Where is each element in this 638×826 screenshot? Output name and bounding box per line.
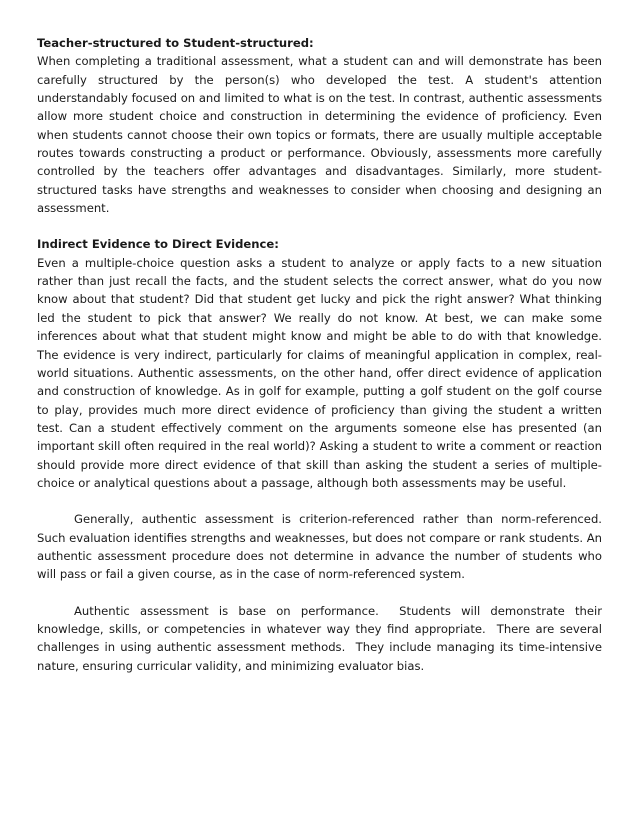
- spacer: [37, 217, 602, 235]
- document-page: [37, 34, 606, 675]
- section-heading-teacher-student: Teacher-structured to Student-structured:: [37, 36, 314, 50]
- spacer: [37, 492, 602, 510]
- section-heading-indirect-direct: Indirect Evidence to Direct Evidence:: [37, 237, 279, 252]
- paragraph-indirect-direct: Even a multiple-choice question asks a student to analyze or apply facts to a new situation rather than just recall the facts, and the student selects the correct answer, what do you now know about that student? Did that student get lucky and pick the right answer? What thinking led the student to pick that answer? We really do not know. At best, we can make some inferences about what that student might know and might be able to do with that knowledge. The evidence is very indirect, particularly for claims of meaningful application in complex, real-world situations. Authentic assessments, on the other hand, offer direct evidence of application and construction of knowledge. As in golf for example, putting a golf student on the golf course to play, provides much more direct evidence of proficiency than giving the student a written test. Can a student effectively comment on the arguments someone else has presented (an important skill often required in the real world)? Asking a student to write a comment or reaction should provide more direct evidence of that skill than asking the student a series of multiple-choice or analytical questions about a passage, although both assessments may be useful.: [37, 255, 602, 490]
- paragraph-criterion-referenced: Generally, authentic assessment is criterion-referenced rather than norm-referenced. Such evaluation identifies strengths and weaknesses, but does not compare or rank students. An authentic assessment procedure does not determine in advance the number of students who will pass or fail a given course, as in the case of norm-referenced system.: [37, 512, 603, 582]
- paragraph-teacher-student: When completing a traditional assessment, what a student can and will demonstrate has been carefully structured by the person(s) who developed the test. A student's attention understandably focused on and limited to what is on the test. In contrast, authentic assessments allow more student choice and construction in determining the evidence of proficiency. Even when students cannot choose their own topics or formats, there are usually multiple acceptable routes towards constructing a product or performance. Obviously, assessments more carefully controlled by the teachers offer advantages and disadvantages. Similarly, more student-structured tasks have strengths and weaknesses to consider when choosing and designing an assessment.: [37, 54, 602, 216]
- spacer: [37, 584, 602, 602]
- paragraph-performance-based: Authentic assessment is base on performance. Students will demonstrate their knowledge, skills, or competencies in whatever way they find appropriate. There are several challenges in using authentic assessment methods. They include managing its time-intensive nature, ensuring curricular validity, and minimizing evaluator bias.: [37, 603, 606, 673]
